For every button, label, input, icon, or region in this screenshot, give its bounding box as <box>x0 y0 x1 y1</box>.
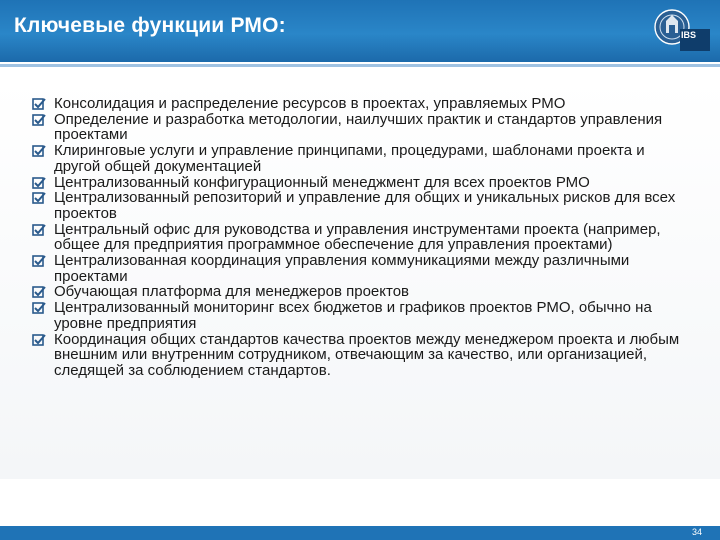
checkbox-bullet-icon <box>32 224 46 237</box>
bullet-text: Централизованный конфигурационный менеджмент для всех проектов РМО <box>54 173 590 191</box>
logo-text: IBS <box>681 30 697 40</box>
checkbox-bullet-icon <box>32 255 46 268</box>
bullet-text: Централизованный мониторинг всех бюджетов и графиков проектов РМО, обычно на уровне предприятия <box>54 299 652 332</box>
bullet-text: Клиринговые услуги и управление принципами, процедурами, шаблонами проекта и другой общей документацией <box>54 142 645 175</box>
content-area <box>0 79 720 479</box>
checkbox-bullet-icon <box>32 192 46 205</box>
bullet-text: Координация общих стандартов качества проектов между менеджером проекта и любым внешним или внутренним сотрудником, отвечающим за качество, или организацией, следящей за соблюдением стандартов. <box>54 330 680 379</box>
bullet-item <box>32 332 682 379</box>
bullet-text: Определение и разработка методологии, наилучших практик и стандартов управления проектами <box>54 110 663 144</box>
header-divider <box>0 64 720 67</box>
footer-bar <box>0 526 720 540</box>
bullet-text: Центральный офис для руководства и управления инструментами проекта (например, общее для предприятия программное обеспечение для управления проектами) <box>54 220 661 254</box>
bullet-list <box>32 96 682 379</box>
bullet-text: Централизованная координация управления коммуникациями между различными проектами <box>54 252 630 285</box>
bullet-item <box>32 300 682 331</box>
checkbox-bullet-icon <box>32 302 46 315</box>
checkbox-bullet-icon <box>32 114 46 127</box>
page-number: 34 <box>691 527 702 537</box>
checkbox-bullet-icon <box>32 177 46 190</box>
checkbox-bullet-icon <box>32 334 46 347</box>
bullet-item <box>32 253 682 284</box>
checkbox-bullet-icon <box>32 98 46 111</box>
bullet-item <box>32 284 682 300</box>
title-bar <box>0 0 720 62</box>
checkbox-bullet-icon <box>32 145 46 158</box>
bullet-item <box>32 112 682 143</box>
bullet-item <box>32 175 682 191</box>
bullet-text: Обучающая платформа для менеджеров проектов <box>54 283 410 301</box>
bullet-text: Централизованный репозиторий и управление для общих и уникальных рисков для всех проектов <box>54 189 676 222</box>
bullet-text: Консолидация и распределение ресурсов в проектах, управляемых РМО <box>54 95 566 112</box>
bullet-item <box>32 190 682 221</box>
bullet-item <box>32 143 682 174</box>
bullet-item <box>32 96 682 112</box>
slide-title: Ключевые функции РМО: <box>14 14 286 37</box>
checkbox-bullet-icon <box>32 286 46 299</box>
bullet-item <box>32 222 682 253</box>
